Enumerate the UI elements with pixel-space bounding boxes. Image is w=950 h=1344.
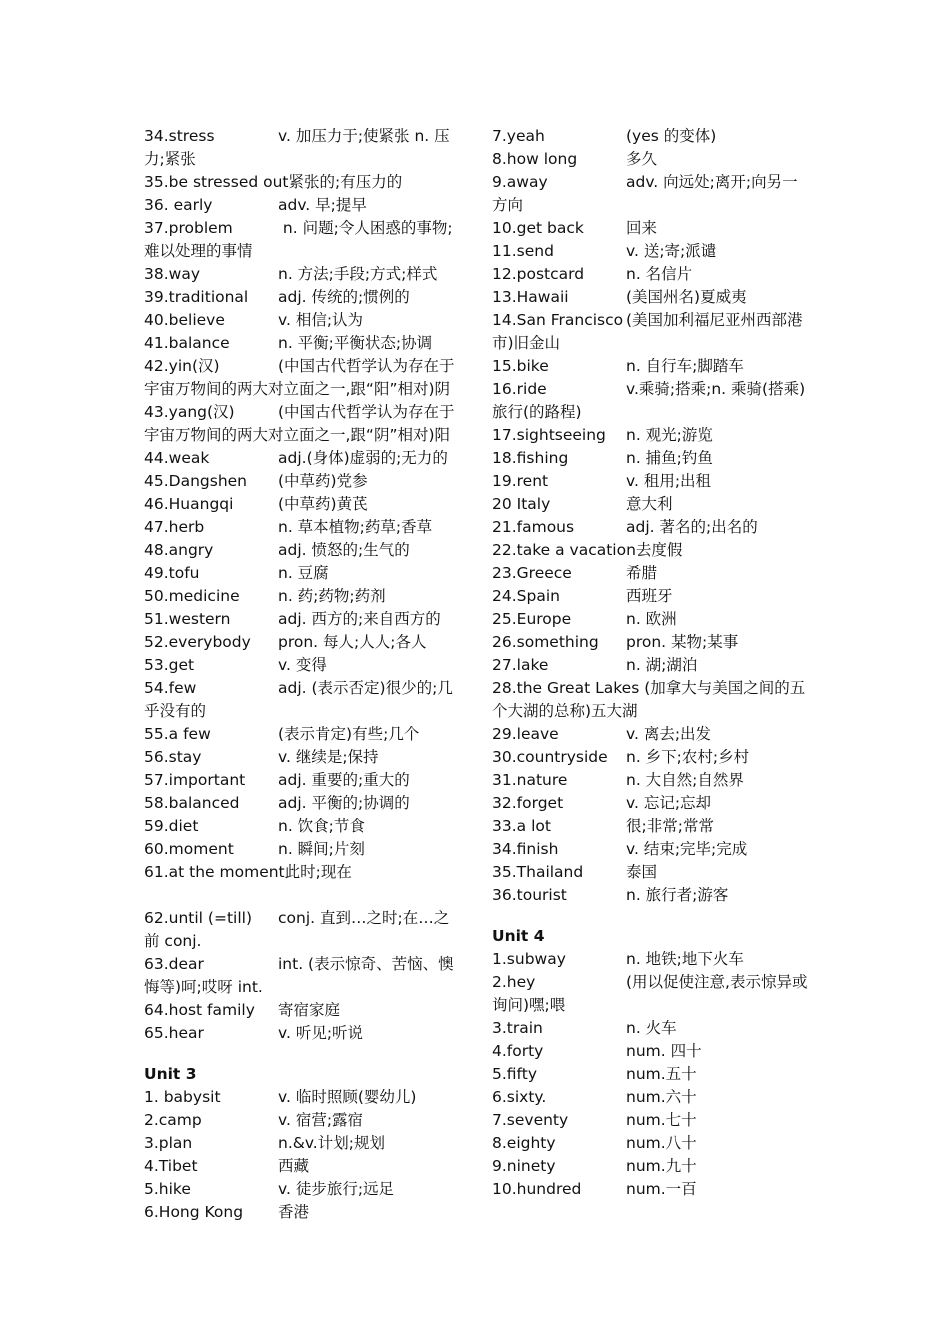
vocab-entry (144, 838, 462, 861)
vocab-entry (492, 861, 810, 884)
vocab-entry (492, 240, 810, 263)
vocab-entry (144, 355, 462, 401)
vocab-entry (492, 677, 810, 723)
vocab-definition: (中国古代哲学认为存在于宇宙万物间的两大对立面之一,跟“阴”相对)阳 (144, 403, 455, 444)
vocab-word: 59.diet (144, 817, 199, 835)
vocab-word: 31.nature (492, 771, 568, 789)
vocab-word: 32.forget (492, 794, 564, 812)
vocab-definition: 寄宿家庭 (278, 1001, 341, 1019)
vocab-entry (144, 1155, 462, 1178)
vocab-definition: v. 离去;出发 (626, 725, 712, 743)
vocab-word: 43.yang(汉) (144, 403, 235, 421)
spacer (492, 907, 810, 925)
vocab-entry (144, 1201, 462, 1224)
vocab-word: 17.sightseeing (492, 426, 606, 444)
vocab-definition: (中草药)党参 (278, 472, 368, 490)
vocab-definition: 很;非常;常常 (626, 817, 714, 835)
vocab-word: 64.host family (144, 1001, 255, 1019)
vocab-entry (144, 792, 462, 815)
vocab-word: 8.eighty (492, 1134, 556, 1152)
vocab-definition: num. 四十 (626, 1042, 702, 1060)
vocab-definition: adv. 早;提早 (278, 196, 367, 214)
vocab-definition: v. 徒步旅行;远足 (278, 1180, 395, 1198)
vocab-definition: n. 草本植物;药草;香草 (278, 518, 433, 536)
vocab-definition: n. 大自然;自然界 (626, 771, 744, 789)
vocab-entry (492, 654, 810, 677)
vocab-definition: num.七十 (626, 1111, 697, 1129)
vocab-entry (492, 792, 810, 815)
vocab-word: 50.medicine (144, 587, 240, 605)
vocab-definition: n. 饮食;节食 (278, 817, 365, 835)
vocab-word: 19.rent (492, 472, 549, 490)
vocab-entry (144, 861, 462, 884)
vocab-entry (492, 838, 810, 861)
vocab-word: 48.angry (144, 541, 214, 559)
vocab-entry (144, 493, 462, 516)
vocab-entry (144, 263, 462, 286)
vocab-entry (492, 723, 810, 746)
vocab-word: 7.yeah (492, 127, 545, 145)
vocab-definition: v. 租用;出租 (626, 472, 712, 490)
vocab-entry (492, 263, 810, 286)
vocab-entry (144, 562, 462, 585)
vocab-definition: n. 药;药物;药剂 (278, 587, 386, 605)
vocab-entry (492, 125, 810, 148)
vocab-word: 16.ride (492, 380, 547, 398)
vocab-word: 45.Dangshen (144, 472, 248, 490)
right-column (492, 125, 810, 1201)
vocab-word: 29.leave (492, 725, 559, 743)
vocab-word: 47.herb (144, 518, 205, 536)
vocab-word: 6.Hong Kong (144, 1203, 244, 1221)
vocab-entry (492, 286, 810, 309)
vocab-word: 4.Tibet (144, 1157, 198, 1175)
vocab-entry (492, 631, 810, 654)
vocab-entry (492, 1017, 810, 1040)
vocab-definition: n. 捕鱼;钓鱼 (626, 449, 713, 467)
vocab-entry (492, 1132, 810, 1155)
vocab-word: 13.Hawaii (492, 288, 569, 306)
vocab-entry (144, 1132, 462, 1155)
vocab-entry (144, 539, 462, 562)
vocab-definition: (美国州名)夏威夷 (626, 288, 747, 306)
vocab-definition: n. 豆腐 (278, 564, 329, 582)
vocab-entry (492, 447, 810, 470)
vocab-entry (492, 1086, 810, 1109)
vocab-word: 23.Greece (492, 564, 572, 582)
vocab-word: 46.Huangqi (144, 495, 234, 513)
vocab-definition: adv. 向远处;离开;向另一方向 (492, 173, 798, 214)
vocab-definition: (美国加利福尼亚州西部港市)旧金山 (492, 311, 803, 352)
vocab-entry (492, 815, 810, 838)
vocab-definition: 西藏 (278, 1157, 310, 1175)
vocab-entry (144, 631, 462, 654)
vocab-word: 10.hundred (492, 1180, 582, 1198)
vocab-definition: v. 结束;完毕;完成 (626, 840, 748, 858)
vocab-word: 51.western (144, 610, 231, 628)
unit-4-heading: Unit 4 (492, 927, 545, 945)
vocab-definition: 泰国 (626, 863, 658, 881)
vocab-definition: n. 湖;湖泊 (626, 656, 698, 674)
vocab-entry (492, 608, 810, 631)
vocab-entry (144, 815, 462, 838)
vocab-word: 38.way (144, 265, 200, 283)
vocab-word: 22.take a vacation (492, 541, 636, 559)
vocab-entry (144, 401, 462, 447)
vocab-definition: n. 瞬间;片刻 (278, 840, 365, 858)
vocab-word: 60.moment (144, 840, 234, 858)
vocab-entry (492, 355, 810, 378)
vocab-entry (144, 217, 462, 263)
vocab-definition: adj. (表示否定)很少的;几乎没有的 (144, 679, 453, 720)
vocab-word: 36. early (144, 196, 213, 214)
vocab-definition: num.五十 (626, 1065, 697, 1083)
vocab-entry (144, 953, 462, 999)
vocab-word: 52.everybody (144, 633, 251, 651)
vocab-definition: num.八十 (626, 1134, 697, 1152)
vocab-definition: 希腊 (626, 564, 658, 582)
vocab-entry (492, 1155, 810, 1178)
vocab-definition: adj. 西方的;来自西方的 (278, 610, 441, 628)
vocab-definition: v. 宿营;露宿 (278, 1111, 364, 1129)
vocab-entry (144, 171, 462, 194)
vocab-word: 44.weak (144, 449, 210, 467)
vocab-entry (492, 148, 810, 171)
vocab-entry (492, 1109, 810, 1132)
vocab-definition: 香港 (278, 1203, 310, 1221)
vocab-word: 36.tourist (492, 886, 567, 904)
vocab-entry (144, 769, 462, 792)
vocab-word: 62.until (=till) (144, 909, 252, 927)
vocab-definition: n. 平衡;平衡状态;协调 (278, 334, 433, 352)
vocab-definition: n. 问题;令人困惑的事物;难以处理的事情 (144, 219, 453, 260)
vocab-word: 41.balance (144, 334, 230, 352)
vocab-list-unit4 (492, 948, 810, 1201)
vocab-entry (144, 677, 462, 723)
vocab-definition: n. 自行车;脚踏车 (626, 357, 744, 375)
vocab-word: 24.Spain (492, 587, 560, 605)
vocab-entry (492, 378, 810, 424)
vocab-definition: 回来 (626, 219, 658, 237)
vocab-word: 21.famous (492, 518, 575, 536)
vocab-definition: 此时;现在 (284, 863, 352, 881)
vocab-word: 15.bike (492, 357, 549, 375)
vocab-entry (492, 585, 810, 608)
vocab-definition: 西班牙 (626, 587, 673, 605)
vocab-entry (492, 769, 810, 792)
vocab-entry (492, 309, 810, 355)
vocab-definition: pron. 每人;人人;各人 (278, 633, 427, 651)
vocab-entry (144, 125, 462, 171)
vocab-word: 34.finish (492, 840, 559, 858)
vocab-word: 34.stress (144, 127, 215, 145)
vocab-entry (492, 493, 810, 516)
vocab-entry (492, 1040, 810, 1063)
vocab-word: 55.a few (144, 725, 211, 743)
vocab-word: 9.ninety (492, 1157, 556, 1175)
vocab-definition: n. 方法;手段;方式;样式 (278, 265, 438, 283)
vocab-entry (492, 217, 810, 240)
vocab-list-unit3 (144, 1086, 462, 1224)
vocab-entry (144, 1086, 462, 1109)
vocab-definition: (用以促使注意,表示惊异或询问)嘿;喂 (492, 973, 808, 1014)
vocab-definition: v. 临时照顾(婴幼儿) (278, 1088, 417, 1106)
vocab-entry (492, 971, 810, 1017)
vocab-definition: 去度假 (635, 541, 683, 559)
vocab-word: 33.a lot (492, 817, 551, 835)
vocab-definition: v. 相信;认为 (278, 311, 364, 329)
vocab-entry (144, 1022, 462, 1045)
vocab-word: 63.dear (144, 955, 204, 973)
vocab-definition: (yes 的变体) (626, 127, 717, 145)
vocab-entry (144, 884, 462, 907)
vocab-word: 35.be stressed out (144, 173, 289, 191)
vocab-word: 49.tofu (144, 564, 200, 582)
vocab-entry (492, 884, 810, 907)
vocab-word: 7.seventy (492, 1111, 569, 1129)
vocab-word: 25.Europe (492, 610, 572, 628)
vocab-word: 12.postcard (492, 265, 585, 283)
vocab-word: 6.sixty. (492, 1088, 547, 1106)
vocab-word: 53.get (144, 656, 195, 674)
vocab-entry (144, 608, 462, 631)
vocab-entry (144, 1109, 462, 1132)
vocab-word: 18.fishing (492, 449, 569, 467)
vocab-definition: n. 火车 (626, 1019, 677, 1037)
vocab-list-unit2 (144, 125, 462, 1045)
vocab-entry (144, 516, 462, 539)
vocab-definition: adj. 重要的;重大的 (278, 771, 410, 789)
vocab-word: 2.hey (492, 973, 536, 991)
vocab-entry (144, 309, 462, 332)
vocab-word: 3.plan (144, 1134, 193, 1152)
vocab-entry (492, 424, 810, 447)
vocab-word: 4.forty (492, 1042, 544, 1060)
vocab-word: 40.believe (144, 311, 225, 329)
vocab-entry (144, 470, 462, 493)
vocab-word: 30.countryside (492, 748, 608, 766)
vocab-word: 3.train (492, 1019, 543, 1037)
vocab-definition: adj.(身体)虚弱的;无力的 (278, 449, 448, 467)
vocab-word: 14.San Francisco (492, 311, 624, 329)
vocab-entry (144, 746, 462, 769)
vocab-word: 1.subway (492, 950, 566, 968)
vocab-definition: int. (表示惊奇、苦恼、懊悔等)呵;哎呀 int. (144, 955, 454, 996)
vocab-entry (492, 1178, 810, 1201)
vocab-word: 58.balanced (144, 794, 240, 812)
vocab-definition: n.&v.计划;规划 (278, 1134, 385, 1152)
vocab-word: 42.yin(汉) (144, 357, 220, 375)
vocab-word: 9.away (492, 173, 548, 191)
vocab-word: 35.Thailand (492, 863, 584, 881)
vocab-word: 65.hear (144, 1024, 204, 1042)
vocab-entry (144, 447, 462, 470)
vocab-definition: n. 旅行者;游客 (626, 886, 729, 904)
vocab-entry (492, 1063, 810, 1086)
vocab-definition: v.乘骑;搭乘;n. 乘骑(搭乘)旅行(的路程) (492, 380, 806, 421)
vocab-entry (492, 171, 810, 217)
vocab-definition: v. 加压力于;使紧张 n. 压力;紧张 (144, 127, 450, 168)
spacer (144, 1045, 462, 1063)
vocab-word: 54.few (144, 679, 197, 697)
vocab-definition: (表示肯定)有些;几个 (278, 725, 420, 743)
vocab-definition: conj. 直到…之时;在…之前 conj. (144, 909, 450, 950)
vocab-entry (144, 654, 462, 677)
vocab-definition: (加拿大与美国之间的五个大湖的总称)五大湖 (492, 679, 806, 720)
vocab-definition: 紧张的;有压力的 (288, 173, 403, 191)
vocab-definition: n. 观光;游览 (626, 426, 713, 444)
vocab-entry (144, 286, 462, 309)
vocab-entry (144, 907, 462, 953)
vocab-entry (144, 332, 462, 355)
vocab-entry (144, 999, 462, 1022)
vocab-definition: num.九十 (626, 1157, 697, 1175)
vocab-definition: (中草药)黄芪 (278, 495, 368, 513)
vocab-entry (492, 562, 810, 585)
vocab-definition: v. 变得 (278, 656, 327, 674)
vocab-definition: n. 乡下;农村;乡村 (626, 748, 750, 766)
vocab-word: 27.lake (492, 656, 549, 674)
vocab-definition: n. 地铁;地下火车 (626, 950, 744, 968)
vocab-word: 8.how long (492, 150, 578, 168)
vocab-word: 56.stay (144, 748, 202, 766)
vocab-word: 1. babysit (144, 1088, 221, 1106)
vocab-word: 61.at the moment (144, 863, 285, 881)
vocab-word: 57.important (144, 771, 246, 789)
vocab-definition: num.一百 (626, 1180, 697, 1198)
vocab-word: 5.fifty (492, 1065, 537, 1083)
vocab-word: 2.camp (144, 1111, 202, 1129)
vocab-entry (144, 585, 462, 608)
unit-3-heading: Unit 3 (144, 1065, 197, 1083)
vocab-definition: v. 听见;听说 (278, 1024, 364, 1042)
left-column (144, 125, 462, 1224)
vocab-entry (144, 723, 462, 746)
vocab-definition: v. 继续是;保持 (278, 748, 379, 766)
vocab-list-unit3-continued (492, 125, 810, 907)
vocab-entry (492, 516, 810, 539)
vocab-definition: adj. 著名的;出名的 (626, 518, 758, 536)
vocab-definition: adj. 传统的;惯例的 (278, 288, 410, 306)
vocab-definition: n. 欧洲 (626, 610, 677, 628)
vocab-definition: n. 名信片 (626, 265, 693, 283)
vocab-entry (492, 746, 810, 769)
vocab-word: 37.problem (144, 219, 233, 237)
vocab-definition: pron. 某物;某事 (626, 633, 739, 651)
vocab-word: 10.get back (492, 219, 584, 237)
vocab-definition: v. 送;寄;派谴 (626, 242, 717, 260)
vocab-definition: adj. 平衡的;协调的 (278, 794, 410, 812)
vocab-definition: 多久 (626, 150, 658, 168)
vocab-entry (492, 539, 810, 562)
vocab-definition: (中国古代哲学认为存在于宇宙万物间的两大对立面之一,跟“阳”相对)阴 (144, 357, 455, 398)
vocab-word: 26.something (492, 633, 599, 651)
vocab-definition: 意大利 (626, 495, 673, 513)
vocab-word: 20 Italy (492, 495, 551, 513)
vocab-definition: num.六十 (626, 1088, 697, 1106)
vocab-entry (492, 470, 810, 493)
vocab-entry (492, 948, 810, 971)
vocab-definition: adj. 愤怒的;生气的 (278, 541, 410, 559)
vocab-word: 28.the Great Lakes (492, 679, 640, 697)
vocab-definition: v. 忘记;忘却 (626, 794, 712, 812)
vocab-entry (144, 194, 462, 217)
vocab-word: 11.send (492, 242, 554, 260)
vocab-word: 39.traditional (144, 288, 249, 306)
vocab-word: 5.hike (144, 1180, 191, 1198)
vocab-entry (144, 1178, 462, 1201)
